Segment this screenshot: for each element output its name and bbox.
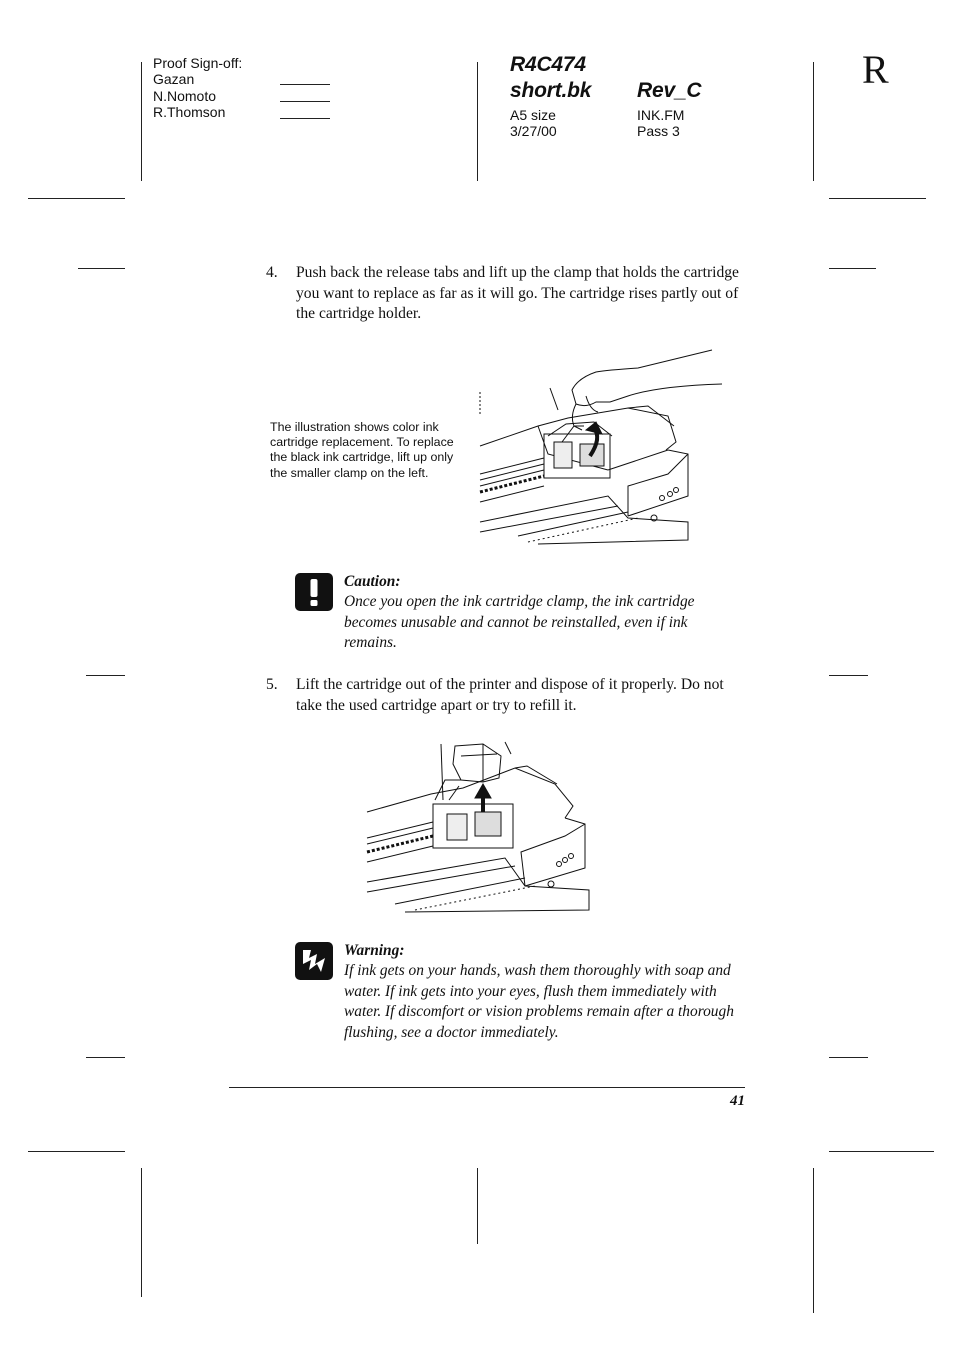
cartridge-removal-illustration — [365, 740, 595, 914]
proof-name-1: Gazan — [153, 71, 195, 87]
footer-rule — [229, 1087, 745, 1088]
signoff-blank-3 — [280, 118, 330, 119]
step-text: Push back the release tabs and lift up the clamp that holds the cartridge you want to replace as far as it will go. The cartridge rises partly out of the cartridge holder. — [296, 264, 739, 322]
page-number: 41 — [730, 1093, 745, 1109]
pass-number: Pass 3 — [637, 123, 680, 139]
crop-mark — [78, 268, 125, 269]
revision: Rev_C — [637, 79, 702, 102]
signoff-blank-1 — [280, 84, 330, 85]
crop-mark — [829, 1057, 868, 1058]
proof-name-2: N.Nomoto — [153, 88, 217, 104]
crop-mark — [829, 1151, 934, 1152]
page-size: A5 size — [510, 107, 556, 123]
crop-mark — [28, 1151, 125, 1152]
caution-body: Once you open the ink cartridge clamp, the ink cartridge becomes unusable and cannot be reinstalled, even if ink remains. — [344, 593, 695, 651]
crop-mark — [141, 1168, 142, 1297]
crop-mark — [86, 675, 125, 676]
crop-mark — [477, 62, 478, 181]
proof-signoff-label: Proof Sign-off: — [153, 55, 243, 71]
crop-mark — [28, 198, 125, 199]
step-text: Lift the cartridge out of the printer and dispose of it properly. Do not take the used cartridge apart or try to refill it. — [296, 676, 724, 714]
proof-name-3: R.Thomson — [153, 104, 226, 120]
lightning-icon — [295, 942, 333, 980]
warning-body: If ink gets on your hands, wash them thoroughly with soap and water. If ink gets into your eyes, flush them immediately with water. If discomfort or vision problems remain after a thorough flushing, see a doctor immediately. — [344, 962, 734, 1041]
file-name: INK.FM — [637, 107, 685, 123]
crop-mark — [86, 1057, 125, 1058]
crop-mark — [813, 62, 814, 181]
crop-mark — [813, 1168, 814, 1313]
warning-title: Warning: — [344, 942, 405, 959]
crop-mark — [829, 268, 876, 269]
signoff-blank-2 — [280, 101, 330, 102]
corner-letter: R — [862, 47, 889, 92]
crop-mark — [829, 675, 868, 676]
date: 3/27/00 — [510, 123, 557, 139]
exclamation-icon — [295, 573, 333, 611]
step-number: 5. — [266, 676, 278, 693]
crop-mark — [477, 1168, 478, 1244]
crop-mark — [829, 198, 926, 199]
printer-clamp-illustration — [478, 346, 728, 546]
illustration-note: The illustration shows color ink cartridge replacement. To replace the black ink cartridge, lift up only the smaller clamp on the left. — [270, 420, 454, 480]
step-number: 4. — [266, 264, 278, 281]
crop-mark — [141, 62, 142, 181]
book-name: short.bk — [510, 79, 592, 102]
caution-title: Caution: — [344, 573, 401, 590]
doc-code: R4C474 — [510, 53, 586, 76]
